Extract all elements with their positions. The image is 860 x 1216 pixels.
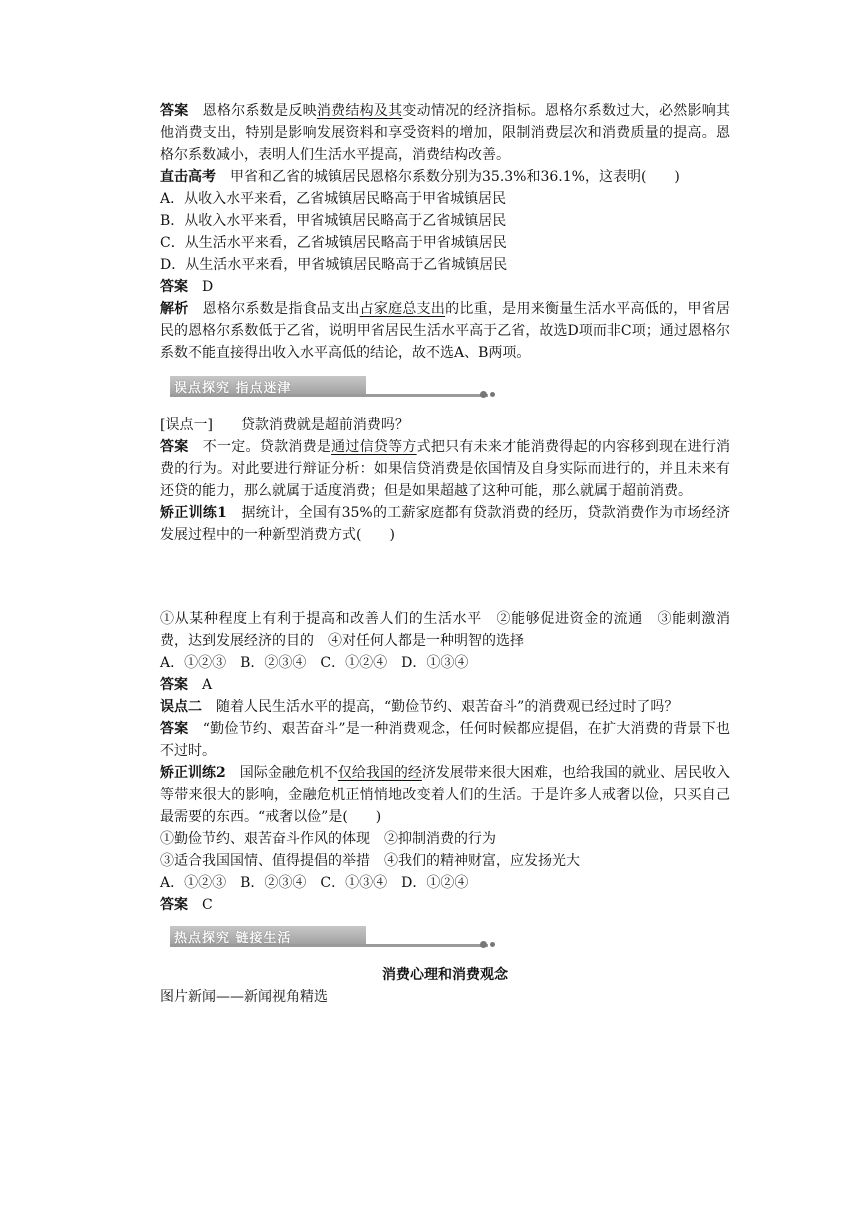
answer-paragraph-1: [160, 100, 730, 166]
analysis-text-a: 恩格尔系数是指食品支出: [202, 301, 360, 317]
gaokao-question: [160, 166, 730, 188]
wudian1-answer-underlined: 通过信贷等方: [331, 439, 417, 455]
section-header-errors: [160, 372, 730, 402]
wudian2-answer: [160, 718, 730, 762]
gaokao-option-b: B．从收入水平来看，甲省城镇居民略高于乙省城镇居民: [160, 213, 507, 229]
wudian1-label: [误点一]: [160, 417, 213, 433]
train1-answer-label: 答案: [160, 677, 188, 693]
train2-question: [160, 762, 730, 828]
answer-text-underlined: 消费结构及其: [316, 103, 403, 119]
answer-text-b: 变动情况的经济指标。恩格尔系数过大，必然影响其他消费支出，特别是影响发展资料和享受资料的增加，限制消费层次和消费质量的提高。恩格尔系数减小，表明人们生活水平提高，消费结构改善。: [160, 103, 731, 163]
section-header-title: 热点探究 链接生活: [174, 931, 292, 946]
wudian2-question: [160, 696, 730, 718]
train1-answer: [160, 674, 730, 696]
train2-text-b: 济发展带来很大困难，也给我国的就业、居民收入等带来很大的影响，金融危机正悄悄地改变着人们的生活。于是许多人戒奢以俭，只买自己最需要的东西。“戒奢以俭”是( ): [160, 765, 731, 825]
train2-text-a: 国际金融危机不: [239, 765, 338, 781]
wudian2-label: 误点二: [160, 699, 202, 715]
train1-statements: ①从某种程度上有利于提高和改善人们的生活水平 ②能够促进资金的流通 ③能刺激消费，达到发展经济的目的 ④对任何人都是一种明智的选择: [160, 611, 730, 649]
gaokao-answer-value: D: [202, 279, 214, 295]
gaokao-label: 直击高考: [160, 169, 216, 185]
gaokao-question-text: 甲省和乙省的城镇居民恩格尔系数分别为35.3%和36.1%，这表明( ): [230, 169, 680, 185]
gaokao-answer-label: 答案: [160, 279, 188, 295]
analysis-text-b: 的比重，是用来衡量生活水平高低的，甲省居民的恩格尔系数低于乙省，说明甲省居民生活水平高于乙省，故选D项而非C项；通过恩格尔系数不能直接得出收入水平高低的结论，故不选A、B两项。: [160, 301, 731, 361]
wudian1-answer: [160, 436, 730, 502]
document-page: [160, 100, 730, 1008]
gaokao-analysis: [160, 298, 730, 364]
answer-label: 答案: [160, 103, 189, 119]
train1-options: A．①②③ B．②③④ C．①②④ D．①③④: [160, 655, 469, 671]
section-header-title: 误点探究 指点迷津: [174, 381, 292, 396]
section-header-dot: [490, 942, 495, 947]
gaokao-answer: [160, 276, 730, 298]
gaokao-option-a: A．从收入水平来看，乙省城镇居民略高于甲省城镇居民: [160, 191, 507, 207]
train2-options: A．①②③ B．②③④ C．①③④ D．①②④: [160, 875, 469, 891]
gaokao-option-d: D．从生活水平来看，甲省城镇居民略高于乙省城镇居民: [160, 257, 508, 273]
section-header-hot: [160, 922, 730, 952]
section-header-dot: [480, 391, 487, 398]
analysis-label: 解析: [160, 301, 189, 317]
wudian1-answer-a: 不一定。贷款消费是: [202, 439, 332, 455]
wudian1-answer-b: 式把只有未来才能消费得起的内容移到现在进行消费的行为。对此要进行辩证分析：如果信贷消费是依国情及自身实际而进行的，并且未来有还贷的能力，那么就属于适度消费；但是如果超越了这种可能，那么就属于超前消费。: [160, 439, 731, 499]
hot-subtitle: 图片新闻——新闻视角精选: [160, 989, 328, 1005]
train2-answer-label: 答案: [160, 897, 188, 913]
blank-space: [160, 546, 730, 608]
train1-label: 矫正训练1: [160, 505, 227, 521]
train2-label: 矫正训练2: [160, 765, 226, 781]
train1-text: 据统计，全国有35%的工薪家庭都有贷款消费的经历，贷款消费作为市场经济发展过程中的一种新型消费方式( ): [160, 505, 730, 543]
train1-answer-value: A: [202, 677, 213, 693]
answer-text-a: 恩格尔系数是反映: [202, 103, 317, 119]
train1-question: [160, 502, 730, 546]
wudian2-question-text: 随着人民生活水平的提高，“勤俭节约、艰苦奋斗”的消费观已经过时了吗？: [216, 699, 679, 715]
wudian2-answer-text: “勤俭节约、艰苦奋斗”是一种消费观念，任何时候都应提倡，在扩大消费的背景下也不过时。: [160, 721, 731, 759]
section-header-dot: [490, 392, 495, 397]
wudian1-question: [160, 414, 730, 436]
hot-title: 消费心理和消费观念: [382, 967, 508, 983]
train2-statements-2: ③适合我国国情、值得提倡的举措 ④我们的精神财富，应发扬光大: [160, 853, 580, 869]
gaokao-option-c: C．从生活水平来看，乙省城镇居民略高于甲省城镇居民: [160, 235, 507, 251]
wudian1-answer-label: 答案: [160, 439, 189, 455]
analysis-text-underlined: 占家庭总支出: [359, 301, 446, 317]
train2-answer: [160, 894, 730, 916]
section-header-dot: [480, 941, 487, 948]
train2-statements-1: ①勤俭节约、艰苦奋斗作风的体现 ②抑制消费的行为: [160, 831, 496, 847]
train2-text-underlined: 仅给我国的经: [337, 765, 422, 781]
train2-answer-value: C: [202, 897, 213, 913]
wudian2-answer-label: 答案: [160, 721, 189, 737]
wudian1-question-text: 贷款消费就是超前消费吗？: [240, 417, 409, 433]
